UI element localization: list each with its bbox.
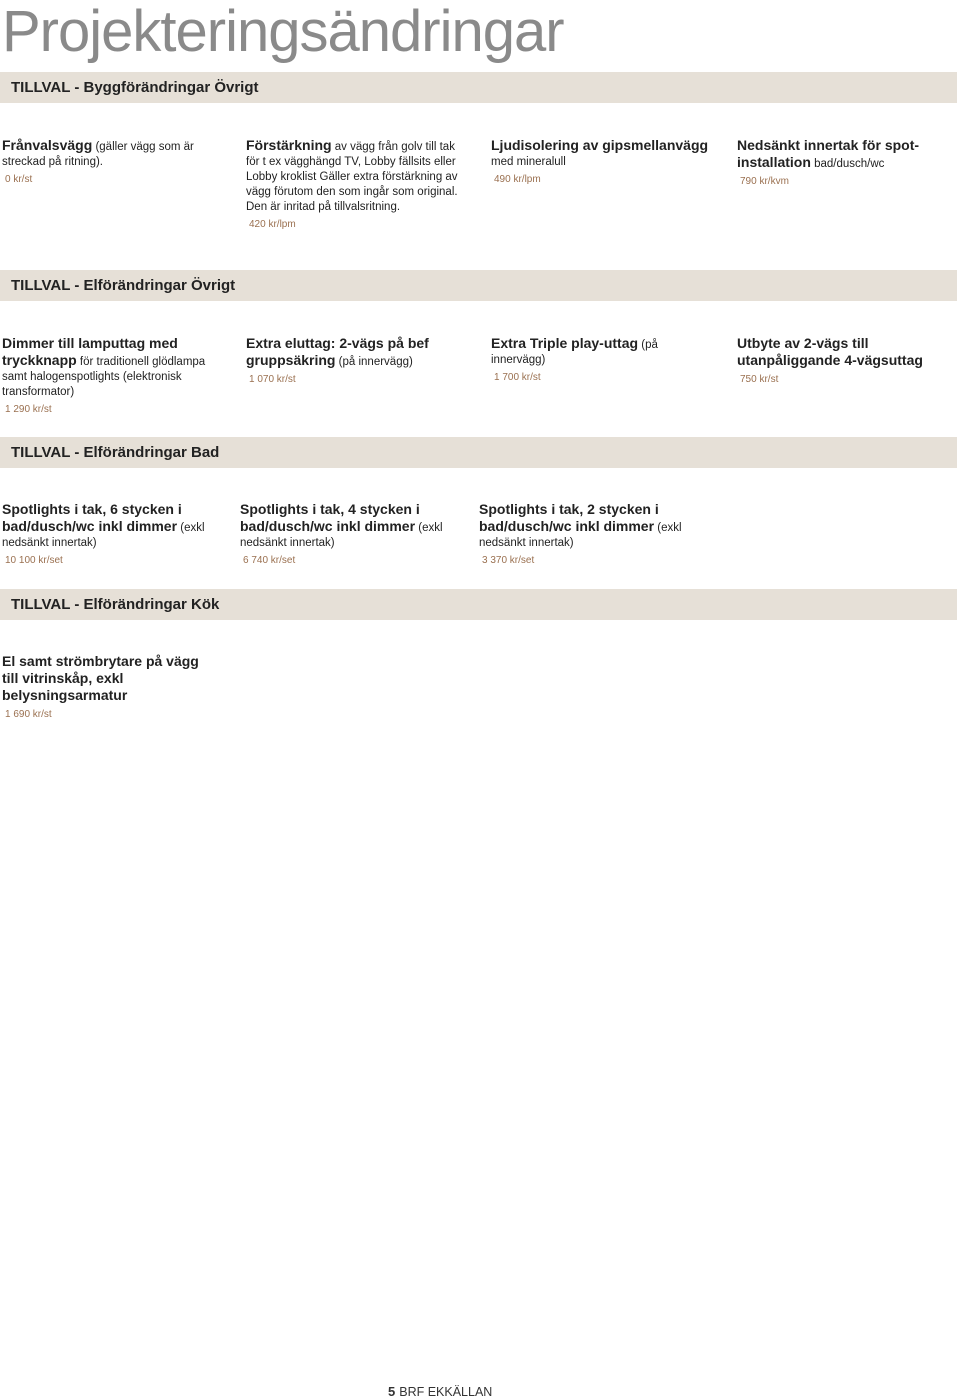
option-item[interactable] — [2, 336, 222, 417]
option-title: Frånvalsvägg — [2, 137, 93, 153]
option-price: 420 kr/lpm — [249, 219, 296, 230]
option-price: 10 100 kr/set — [5, 555, 63, 566]
option-price: 790 kr/kvm — [740, 176, 789, 187]
option-price: 1 690 kr/st — [5, 709, 52, 720]
section-heading-el-bad: TILLVAL - Elförändringar Bad — [0, 437, 957, 468]
option-title: Förstärkning — [246, 137, 332, 153]
option-title: Extra eluttag: 2-vägs på bef gruppsäkring — [246, 335, 429, 368]
option-item[interactable] — [737, 336, 947, 387]
option-item[interactable] — [491, 336, 696, 385]
option-desc: (på innervägg) — [335, 356, 413, 368]
page-number: 5 — [388, 1384, 396, 1399]
option-desc: med mineralull — [491, 156, 566, 168]
option-title: Utbyte av 2-vägs till utanpåliggande 4-vägsuttag — [737, 335, 923, 368]
footer-text: BRF EKKÄLLAN — [399, 1385, 493, 1399]
option-title: Nedsänkt innertak för spot-installation — [737, 137, 920, 170]
option-item[interactable] — [2, 502, 222, 568]
option-title: Extra Triple play-uttag — [491, 335, 639, 351]
option-price: 490 kr/lpm — [494, 174, 541, 185]
option-desc: av vägg från golv till tak för t ex vägghängd TV, Lobby fällsits eller Lobby kroklist Gäller extra förstärkning av vägg förutom den som ingår som original. Den är inritad på tillvalsritning. — [246, 141, 458, 213]
section-heading-el-kok: TILLVAL - Elförändringar Kök — [0, 589, 957, 620]
option-desc: bad/dusch/wc — [810, 158, 885, 170]
option-item[interactable] — [2, 654, 217, 722]
option-title: Dimmer till lamputtag med tryckknapp — [2, 335, 178, 368]
option-desc: (på innervägg) — [491, 339, 658, 366]
option-item[interactable] — [240, 502, 460, 568]
page-title: Projekteringsändringar — [2, 0, 564, 64]
section-heading-el-ovrigt: TILLVAL - Elförändringar Övrigt — [0, 270, 957, 301]
option-price: 1 700 kr/st — [494, 372, 541, 383]
option-title: El samt strömbrytare på vägg till vitrinskåp, exkl belysningsarmatur — [2, 653, 199, 703]
option-price: 6 740 kr/set — [243, 555, 296, 566]
page-footer — [388, 1384, 492, 1399]
option-price: 1 070 kr/st — [249, 374, 296, 385]
option-desc: för traditionell glödlampa samt halogenspotlights (elektronisk transformator) — [2, 356, 206, 398]
section-heading-bygg-ovrigt: TILLVAL - Byggförändringar Övrigt — [0, 72, 957, 103]
option-item[interactable] — [491, 138, 716, 187]
option-desc: (exkl nedsänkt innertak) — [2, 522, 205, 549]
option-price: 0 kr/st — [5, 174, 33, 185]
option-price: 3 370 kr/set — [482, 555, 535, 566]
option-item[interactable] — [737, 138, 942, 189]
option-title: Spotlights i tak, 6 stycken i bad/dusch/wc inkl dimmer — [2, 501, 182, 534]
option-title: Ljudisolering av gipsmellanvägg — [491, 137, 709, 153]
option-price: 750 kr/st — [740, 374, 779, 385]
option-item[interactable] — [246, 138, 471, 232]
option-price: 1 290 kr/st — [5, 404, 52, 415]
option-title: Spotlights i tak, 2 stycken i bad/dusch/wc inkl dimmer — [479, 501, 659, 534]
option-item[interactable] — [479, 502, 699, 568]
option-desc: (exkl nedsänkt innertak) — [479, 522, 682, 549]
option-item[interactable] — [2, 138, 207, 187]
option-item[interactable] — [246, 336, 456, 387]
option-desc: (exkl nedsänkt innertak) — [240, 522, 443, 549]
option-title: Spotlights i tak, 4 stycken i bad/dusch/wc inkl dimmer — [240, 501, 420, 534]
option-desc: (gäller vägg som är streckad på ritning). — [2, 141, 194, 168]
